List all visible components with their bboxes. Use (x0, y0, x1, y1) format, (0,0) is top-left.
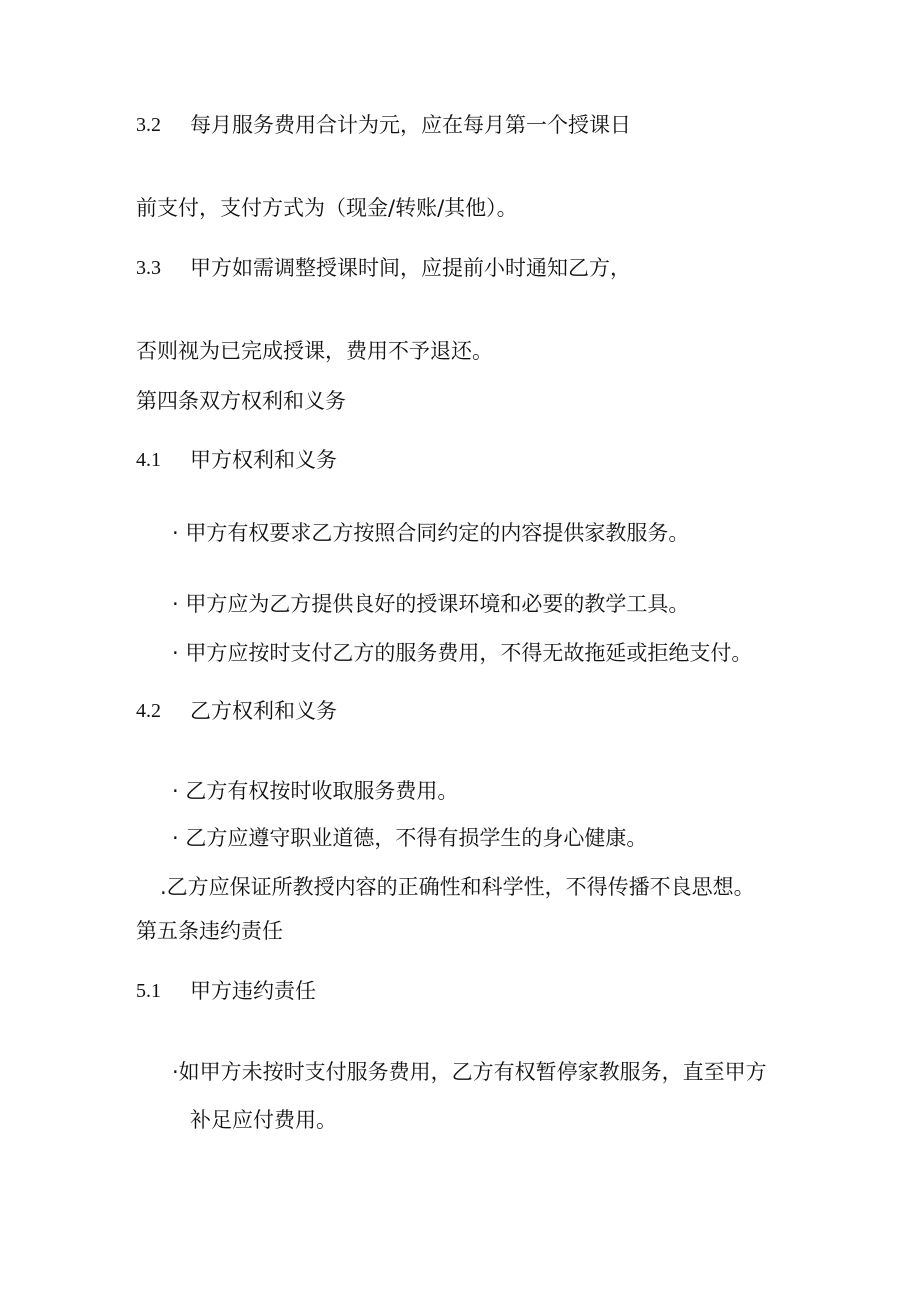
clause-number-3-3: 3.3 (136, 257, 161, 279)
clause-number-4-1: 4.1 (136, 449, 161, 471)
clause-text-3-2-continued: 前支付，支付方式为（现金/转账/其他）。 (136, 196, 518, 220)
clause-text-4-2: 乙方权利和义务 (190, 699, 337, 723)
article-5-title: 第五条违约责任 (136, 919, 283, 943)
bullet-4-2-3: .乙方应保证所教授内容的正确性和科学性，不得传播不良思想。 (160, 875, 755, 899)
clause-text-5-1: 甲方违约责任 (190, 979, 316, 1003)
bullet-4-1-2: · 甲方应为乙方提供良好的授课环境和必要的教学工具。 (172, 592, 690, 616)
article-4-title: 第四条双方权利和义务 (136, 389, 346, 413)
clause-number-3-2: 3.2 (136, 114, 161, 136)
bullet-4-1-1: · 甲方有权要求乙方按照合同约定的内容提供家教服务。 (172, 521, 690, 545)
clause-number-5-1: 5.1 (136, 980, 161, 1002)
clause-text-3-3-continued: 否则视为已完成授课，费用不予退还。 (136, 339, 493, 363)
clause-text-3-3: 甲方如需调整授课时间，应提前小时通知乙方， (190, 256, 631, 280)
clause-number-4-2: 4.2 (136, 700, 161, 722)
bullet-5-1-1-continued: 补足应付费用。 (190, 1108, 337, 1132)
clause-text-3-2: 每月服务费用合计为元，应在每月第一个授课日 (190, 113, 631, 137)
bullet-4-2-1: · 乙方有权按时收取服务费用。 (172, 779, 459, 803)
bullet-4-1-3: · 甲方应按时支付乙方的服务费用，不得无故拖延或拒绝支付。 (172, 641, 753, 665)
bullet-4-2-2: · 乙方应遵守职业道德，不得有损学生的身心健康。 (172, 826, 648, 850)
clause-text-4-1: 甲方权利和义务 (190, 448, 337, 472)
bullet-5-1-1: ·如甲方未按时支付服务费用，乙方有权暂停家教服务，直至甲方 (172, 1060, 767, 1084)
